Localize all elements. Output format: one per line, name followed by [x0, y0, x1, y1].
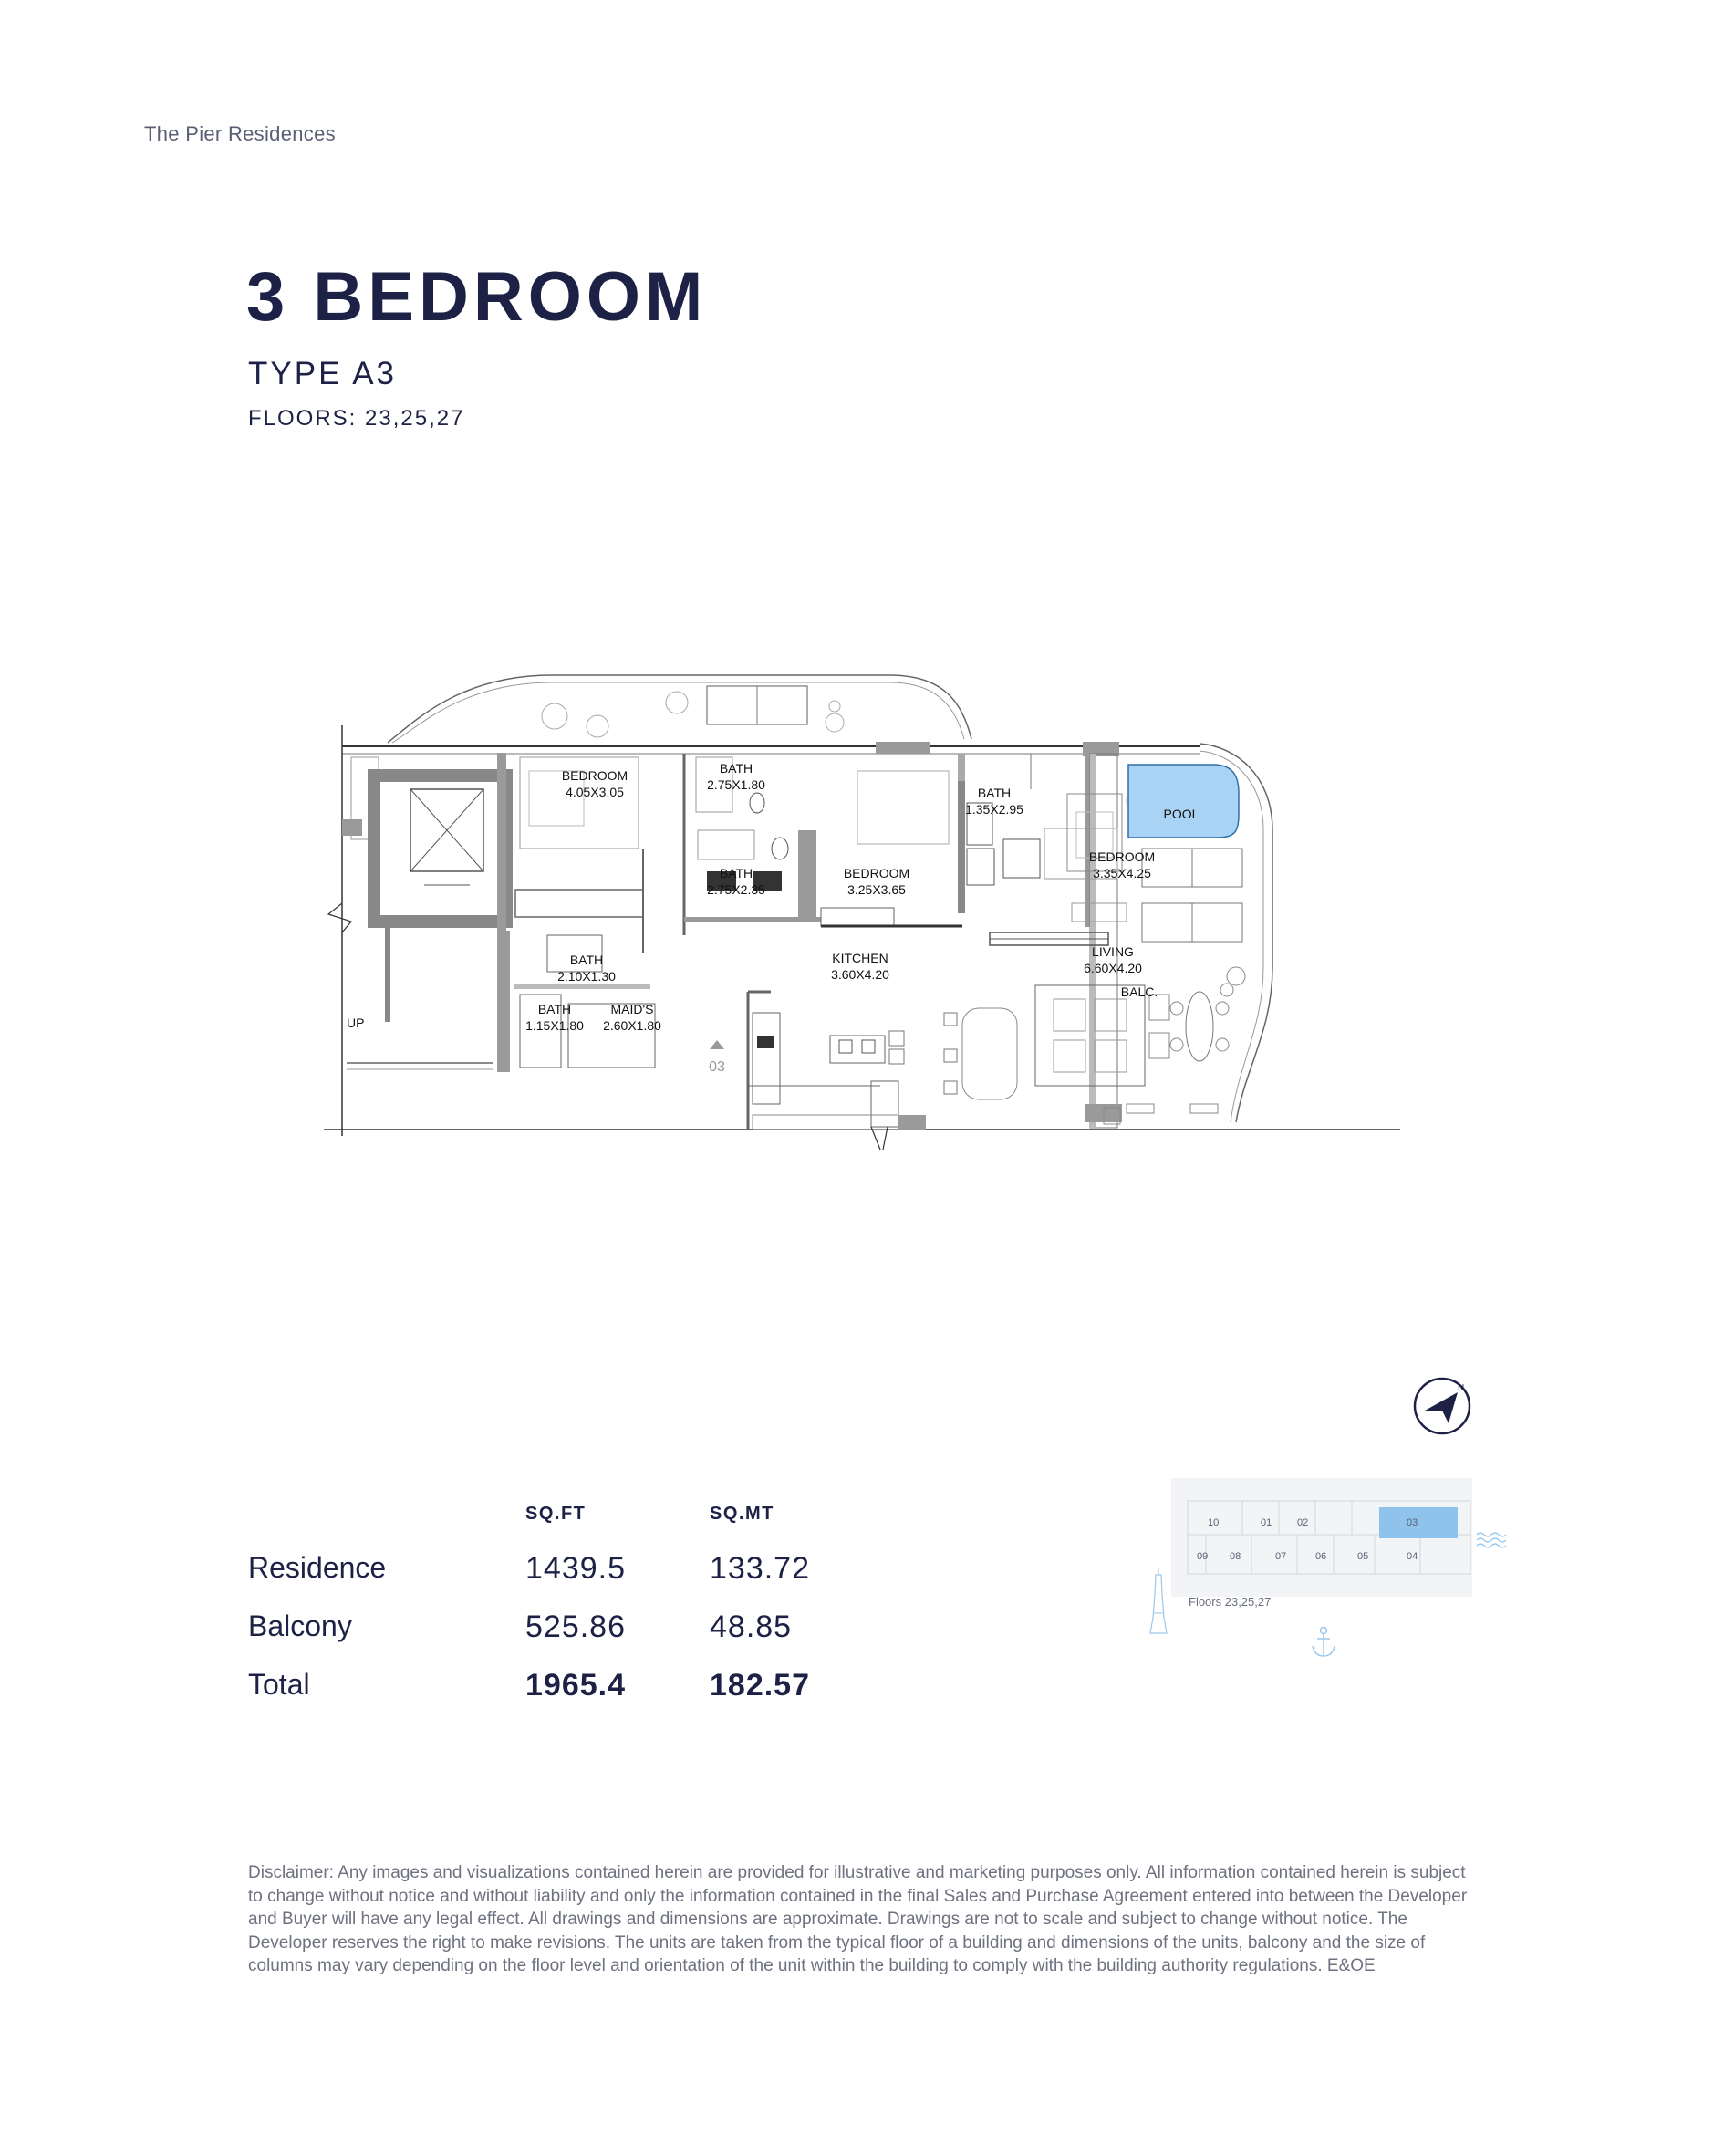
- unit-number-label: 03: [709, 1059, 725, 1075]
- balcony-label: BALC.: [1120, 984, 1158, 999]
- key-plan-unit-label: 07: [1275, 1551, 1287, 1562]
- room-size-label: 3.60X4.20: [831, 967, 889, 982]
- key-plan-unit-label: 09: [1197, 1551, 1209, 1562]
- key-plan: [1151, 1478, 1507, 1642]
- room-size-label: 3.35X4.25: [1093, 866, 1151, 880]
- unit-floors: FLOORS: 23,25,27: [248, 406, 465, 431]
- floor-plan: [324, 666, 1409, 1150]
- room-size-label: 1.35X2.95: [965, 802, 1023, 817]
- room-size-label: 3.25X3.65: [847, 882, 906, 897]
- room-size-label: 2.10X1.30: [557, 969, 616, 984]
- room-name-label: BATH: [537, 1002, 572, 1016]
- room-size-label: 2.60X1.80: [603, 1018, 661, 1033]
- area-row-sqmt: 133.72: [710, 1551, 810, 1586]
- key-plan-unit-label: 04: [1407, 1551, 1418, 1562]
- planter-outline: [388, 675, 971, 743]
- disclaimer-text: Disclaimer: Any images and visualizations contained herein are provided for illustrative and marketing purposes only. All information contained herein is subject to change without notice and without liability and only the information contained in the final Sales and Purchase Agreement entered into between the Developer and Buyer will have any legal effect. All drawings and dimensions are approximate. Drawings are not to scale and subject to change without notice. The Developer reserves the right to make revisions. The units are taken from the typical floor of a building and dimensions of the units, balcony and the size of columns may vary depending on the floor level and orientation of the unit within the building to comply with the building authority regulations. E&OE: [248, 1863, 1468, 1975]
- waves-icon: [1477, 1533, 1506, 1547]
- room-size-label: 2.75X1.80: [707, 777, 765, 792]
- area-row-balcony: [248, 1609, 868, 1664]
- key-plan-unit-label: 10: [1208, 1517, 1220, 1528]
- key-plan-highlight: [1379, 1507, 1458, 1538]
- room-size-label: 2.75X2.35: [707, 882, 765, 897]
- room-name-label: LIVING: [1092, 944, 1134, 959]
- pool-shape: [1128, 765, 1239, 838]
- key-plan-unit-label: 05: [1357, 1551, 1369, 1562]
- key-plan-unit-label: 08: [1230, 1551, 1241, 1562]
- key-plan-unit-label: 02: [1297, 1517, 1309, 1528]
- key-plan-unit-label: 03: [1407, 1517, 1418, 1528]
- room-size-label: 6.60X4.20: [1084, 961, 1142, 975]
- area-row-sqmt: 182.57: [710, 1668, 810, 1703]
- brand-name: The Pier Residences: [144, 122, 336, 145]
- room-name-label: BATH: [719, 761, 753, 776]
- area-row-label: Residence: [248, 1551, 387, 1584]
- room-name-label: BATH: [569, 953, 604, 967]
- room-size-label: 1.15X1.80: [525, 1018, 584, 1033]
- unit-title: 3 BEDROOM: [246, 258, 708, 336]
- area-row-sqft: 1439.5: [525, 1551, 626, 1586]
- area-row-sqft: 1965.4: [525, 1668, 626, 1703]
- area-row-total: [248, 1668, 868, 1723]
- tower-icon: [1148, 1568, 1169, 1635]
- room-name-label: BATH: [719, 866, 753, 880]
- up-label: UP: [347, 1016, 365, 1030]
- area-row-sqft: 525.86: [525, 1609, 626, 1644]
- room-name-label: KITCHEN: [832, 951, 888, 965]
- compass-icon: [1412, 1376, 1472, 1436]
- key-plan-unit-label: 01: [1261, 1517, 1272, 1528]
- sqft-header: SQ.FT: [525, 1504, 587, 1524]
- room-name-label: BEDROOM: [843, 866, 910, 880]
- area-row-sqmt: 48.85: [710, 1609, 793, 1644]
- unit-type: TYPE A3: [248, 356, 398, 391]
- area-row-label: Balcony: [248, 1609, 352, 1642]
- key-plan-unit-label: 06: [1315, 1551, 1327, 1562]
- room-labels: [525, 761, 1155, 1033]
- room-name-label: BEDROOM: [561, 768, 628, 783]
- pool-label: POOL: [1163, 807, 1200, 821]
- svg-text:N: N: [1458, 1383, 1465, 1393]
- key-plan-caption: Floors 23,25,27: [1189, 1595, 1272, 1609]
- sqmt-header: SQ.MT: [710, 1504, 774, 1524]
- area-row-residence: [248, 1551, 868, 1606]
- room-size-label: 4.05X3.05: [566, 785, 624, 799]
- room-name-label: BEDROOM: [1088, 849, 1156, 864]
- room-name-label: MAID'S: [610, 1002, 654, 1016]
- room-name-label: BATH: [977, 786, 1012, 800]
- anchor-icon: [1310, 1626, 1337, 1659]
- area-row-label: Total: [248, 1668, 310, 1701]
